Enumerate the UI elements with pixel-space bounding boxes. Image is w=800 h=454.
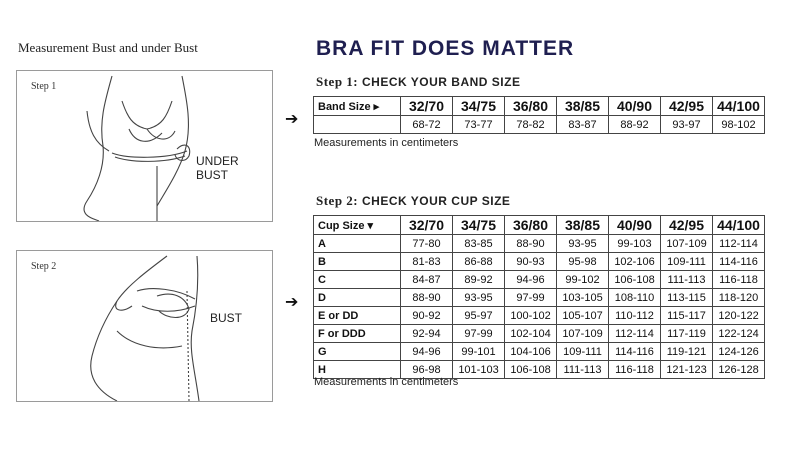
cup-label: C (314, 271, 401, 289)
cup-value: 97-99 (453, 325, 505, 343)
cup-value: 99-102 (557, 271, 609, 289)
cup-value: 112-114 (609, 325, 661, 343)
cup-value: 77-80 (401, 235, 453, 253)
left-title: Measurement Bust and under Bust (18, 40, 198, 55)
cup-value: 106-108 (609, 271, 661, 289)
cup-value: 110-112 (609, 307, 661, 325)
step2-label: Step 2 (31, 261, 57, 272)
cup-value: 117-119 (661, 325, 713, 343)
band-value: 78-82 (505, 116, 557, 134)
cup-row (314, 325, 765, 343)
band-size-col: 40/90 (609, 97, 661, 116)
cup-value: 102-106 (609, 253, 661, 271)
step1-illustration (16, 70, 273, 222)
cup-value: 88-90 (505, 235, 557, 253)
cup-size-col: 38/85 (557, 216, 609, 235)
cup-value: 107-109 (661, 235, 713, 253)
cup-row (314, 289, 765, 307)
cup-size-col: 42/95 (661, 216, 713, 235)
under-bust-figure-icon (17, 71, 272, 221)
step2-illustration (16, 250, 273, 402)
cup-value: 88-90 (401, 289, 453, 307)
right-arrow-icon: ➔ (285, 294, 299, 311)
page-title: BRA FIT DOES MATTER (316, 37, 575, 60)
cup-size-col: 32/70 (401, 216, 453, 235)
cup-header-row (314, 216, 765, 235)
band-value: 88-92 (609, 116, 661, 134)
cup-row (314, 235, 765, 253)
band-step-title: CHECK YOUR BAND SIZE (361, 75, 521, 89)
cup-value: 83-85 (453, 235, 505, 253)
band-size-table (313, 96, 765, 134)
cup-size-col: 40/90 (609, 216, 661, 235)
band-step-prefix: Step 1: (316, 74, 359, 89)
cup-value: 100-102 (505, 307, 557, 325)
cup-label: G (314, 343, 401, 361)
cup-value: 90-93 (505, 253, 557, 271)
cup-value: 116-118 (713, 271, 765, 289)
band-note: Measurements in centimeters (314, 137, 459, 149)
bust-label: BUST (210, 311, 243, 325)
cup-row (314, 307, 765, 325)
cup-value: 118-120 (713, 289, 765, 307)
cup-size-col: 36/80 (505, 216, 557, 235)
cup-label: A (314, 235, 401, 253)
bust-figure-icon (17, 251, 272, 401)
band-value: 93-97 (661, 116, 713, 134)
cup-value: 95-97 (453, 307, 505, 325)
cup-value: 121-123 (661, 361, 713, 379)
band-size-col: 36/80 (505, 97, 557, 116)
cup-value: 84-87 (401, 271, 453, 289)
band-size-header: Band Size ▸ (314, 97, 401, 116)
cup-label: H (314, 361, 401, 379)
band-values-row (314, 116, 765, 134)
band-value: 73-77 (453, 116, 505, 134)
cup-value: 94-96 (505, 271, 557, 289)
cup-value: 101-103 (453, 361, 505, 379)
cup-label: E or DD (314, 307, 401, 325)
cup-value: 103-105 (557, 289, 609, 307)
cup-step-prefix: Step 2: (316, 193, 359, 208)
band-size-col: 34/75 (453, 97, 505, 116)
cup-value: 90-92 (401, 307, 453, 325)
cup-size-header: Cup Size ▾ (314, 216, 401, 235)
right-arrow-icon: ➔ (285, 111, 299, 128)
cup-value: 102-104 (505, 325, 557, 343)
cup-value: 122-124 (713, 325, 765, 343)
under-bust-label: UNDER BUST (196, 154, 239, 182)
cup-value: 108-110 (609, 289, 661, 307)
band-empty-cell (314, 116, 401, 134)
cup-value: 105-107 (557, 307, 609, 325)
cup-value: 114-116 (713, 253, 765, 271)
cup-value: 124-126 (713, 343, 765, 361)
band-size-col: 38/85 (557, 97, 609, 116)
cup-value: 120-122 (713, 307, 765, 325)
band-header-row (314, 97, 765, 116)
cup-value: 94-96 (401, 343, 453, 361)
cup-step-heading (316, 193, 510, 209)
cup-value: 99-103 (609, 235, 661, 253)
cup-value: 92-94 (401, 325, 453, 343)
band-size-col: 32/70 (401, 97, 453, 116)
cup-value: 106-108 (505, 361, 557, 379)
cup-value: 96-98 (401, 361, 453, 379)
band-step-heading (316, 74, 520, 90)
cup-value: 113-115 (661, 289, 713, 307)
band-value: 98-102 (713, 116, 765, 134)
cup-note: Measurements in centimeters (314, 376, 459, 388)
cup-value: 114-116 (609, 343, 661, 361)
band-size-col: 44/100 (713, 97, 765, 116)
cup-value: 93-95 (453, 289, 505, 307)
cup-value: 115-117 (661, 307, 713, 325)
band-value: 83-87 (557, 116, 609, 134)
cup-value: 97-99 (505, 289, 557, 307)
cup-value: 119-121 (661, 343, 713, 361)
cup-size-table (313, 215, 765, 379)
cup-label: F or DDD (314, 325, 401, 343)
cup-value: 93-95 (557, 235, 609, 253)
cup-value: 116-118 (609, 361, 661, 379)
cup-row (314, 253, 765, 271)
cup-value: 89-92 (453, 271, 505, 289)
cup-value: 95-98 (557, 253, 609, 271)
cup-row (314, 271, 765, 289)
band-value: 68-72 (401, 116, 453, 134)
step1-label: Step 1 (31, 81, 57, 92)
cup-label: D (314, 289, 401, 307)
cup-label: B (314, 253, 401, 271)
cup-value: 81-83 (401, 253, 453, 271)
cup-row (314, 343, 765, 361)
cup-value: 111-113 (557, 361, 609, 379)
cup-size-col: 44/100 (713, 216, 765, 235)
cup-value: 99-101 (453, 343, 505, 361)
cup-value: 86-88 (453, 253, 505, 271)
cup-value: 109-111 (557, 343, 609, 361)
cup-size-col: 34/75 (453, 216, 505, 235)
cup-step-title: CHECK YOUR CUP SIZE (361, 194, 511, 208)
cup-value: 104-106 (505, 343, 557, 361)
cup-value: 111-113 (661, 271, 713, 289)
cup-value: 112-114 (713, 235, 765, 253)
cup-value: 109-111 (661, 253, 713, 271)
cup-value: 126-128 (713, 361, 765, 379)
cup-value: 107-109 (557, 325, 609, 343)
band-size-col: 42/95 (661, 97, 713, 116)
